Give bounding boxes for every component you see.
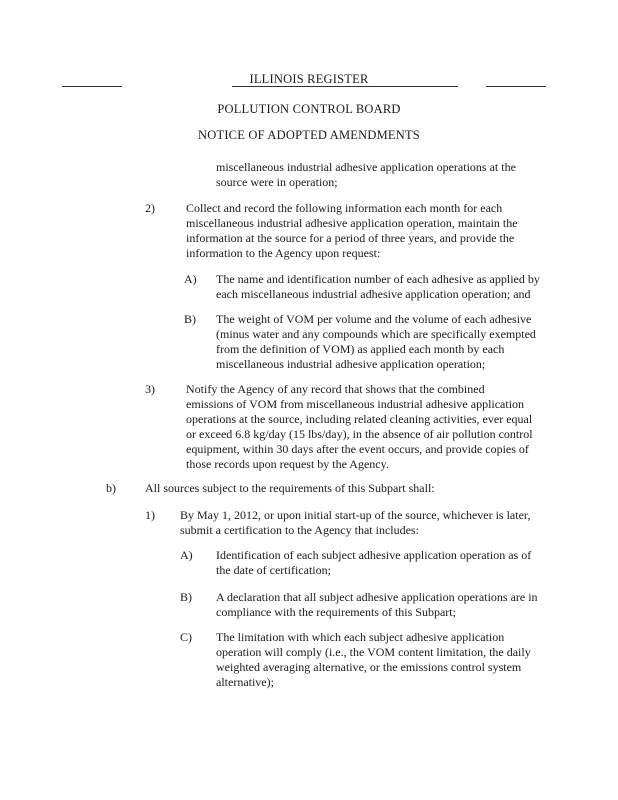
- item-2-label: 2): [145, 201, 155, 215]
- item-2-text: Collect and record the following information each month for each miscellaneous industrial adhesive application operation, maintain the information at the source for a period of three years, and provide the information to the Agency upon request:: [186, 201, 518, 260]
- item-2b-text: The weight of VOM per volume and the volume of each adhesive (minus water and any compounds which are specifically exempted from the definition of VOM) as applied each month by each miscellaneous industrial adhesive application operation;: [216, 312, 536, 371]
- item-2a-label: A): [184, 272, 197, 286]
- section-b-text: All sources subject to the requirements of this Subpart shall:: [145, 481, 435, 495]
- item-b1a-label: A): [180, 548, 193, 562]
- item-b1-label: 1): [145, 508, 155, 522]
- item-3-text: Notify the Agency of any record that shows that the combined emissions of VOM from miscellaneous industrial adhesive application operations at the source, including related cleaning activities, ever equal or exceed 6.8 kg/day (15 lbs/day), in the absence of air pollution control equipment, within 30 days after the event occurs, and provide copies of those records upon request by the Agency.: [186, 382, 533, 471]
- item-b1b-label: B): [180, 590, 192, 604]
- item-b1a-text: Identification of each subject adhesive application operation as of the date of certification;: [216, 548, 532, 577]
- section-b-label: b): [106, 481, 116, 495]
- notice-title: NOTICE OF ADOPTED AMENDMENTS: [198, 128, 420, 142]
- register-title: ILLINOIS REGISTER: [249, 72, 369, 86]
- item-b1c-text: The limitation with which each subject adhesive application operation will comply (i.e., the VOM content limitation, the daily weighted averaging alternative, or the emissions control system alternative);: [216, 630, 531, 689]
- board-title: POLLUTION CONTROL BOARD: [217, 102, 401, 116]
- item-2a-text: The name and identification number of each adhesive as applied by each miscellaneous industrial adhesive application operation; and: [216, 272, 540, 301]
- item-3-label: 3): [145, 382, 155, 396]
- continuation-paragraph: miscellaneous industrial adhesive application operations at the source were in operation;: [216, 160, 516, 189]
- item-b1c-label: C): [180, 630, 192, 644]
- item-b1-text: By May 1, 2012, or upon initial start-up of the source, whichever is later, submit a certification to the Agency that includes:: [180, 508, 531, 537]
- item-b1b-text: A declaration that all subject adhesive application operations are in compliance with the requirements of this Subpart;: [216, 590, 538, 619]
- item-2b-label: B): [184, 312, 196, 326]
